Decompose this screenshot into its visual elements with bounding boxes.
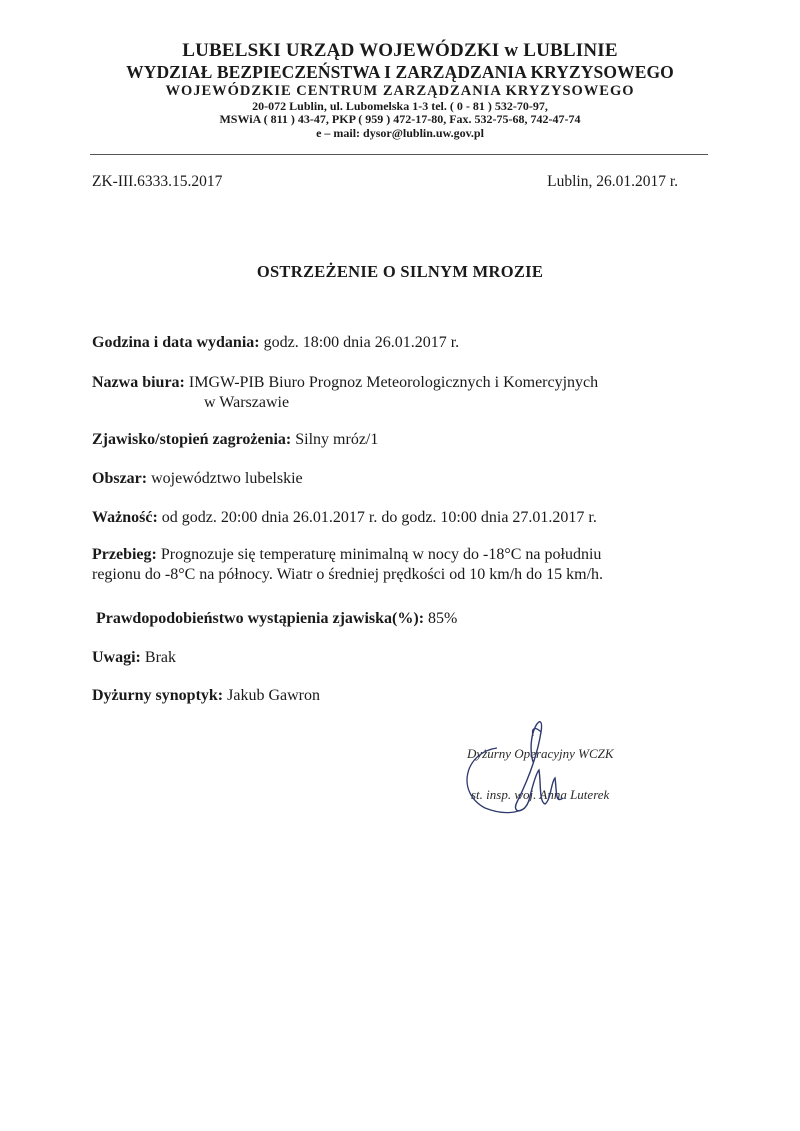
office-name: LUBELSKI URZĄD WOJEWÓDZKI w LUBLINIE bbox=[182, 40, 618, 61]
header-divider bbox=[90, 154, 708, 155]
center-name: WOJEWÓDZKIE CENTRUM ZARZĄDZANIA KRYZYSOWEGO bbox=[165, 82, 635, 99]
field-value: Silny mróz/1 bbox=[291, 431, 379, 448]
signature-role: Dyżurny Operacyjny WCZK bbox=[467, 746, 614, 761]
email-line: e – mail: dysor@lublin.uw.gov.pl bbox=[316, 126, 484, 141]
field-value-continued: w Warszawie bbox=[204, 394, 290, 411]
field-office bbox=[92, 373, 732, 413]
field-probability bbox=[96, 609, 736, 629]
field-value-continued: regionu do -8°C na północy. Wiatr o średniej prędkości od 10 km/h do 15 km/h. bbox=[92, 566, 604, 583]
address-line: 20-072 Lublin, ul. Lubomelska 1-3 tel. ( 0 - 81 ) 532-70-97, bbox=[252, 98, 548, 113]
field-remarks bbox=[92, 648, 732, 668]
signature-block bbox=[455, 712, 685, 842]
place-date: Lublin, 26.01.2017 r. bbox=[547, 173, 678, 190]
field-issue bbox=[92, 333, 732, 353]
field-label: Prawdopodobieństwo wystąpienia zjawiska(%): bbox=[96, 610, 425, 627]
reference-number: ZK-III.6333.15.2017 bbox=[92, 173, 223, 190]
field-label: Nazwa biura: bbox=[92, 374, 185, 391]
field-value: Brak bbox=[140, 649, 176, 666]
field-label: Obszar: bbox=[92, 470, 148, 487]
field-label: Zjawisko/stopień zagrożenia: bbox=[92, 431, 292, 448]
field-value: województwo lubelskie bbox=[147, 470, 303, 487]
field-value: od godz. 20:00 dnia 26.01.2017 r. do godz. 10:00 dnia 27.01.2017 r. bbox=[157, 509, 597, 526]
field-area bbox=[92, 469, 732, 489]
field-label: Godzina i data wydania: bbox=[92, 334, 260, 351]
department-name: WYDZIAŁ BEZPIECZEŃSTWA I ZARZĄDZANIA KRYZYSOWEGO bbox=[126, 61, 674, 82]
document-title: OSTRZEŻENIE O SILNYM MROZIE bbox=[256, 262, 544, 281]
field-validity bbox=[92, 508, 732, 528]
phones-line: MSWiA ( 811 ) 43-47, PKP ( 959 ) 472-17-80, Fax. 532-75-68, 742-47-74 bbox=[219, 112, 581, 127]
field-label: Uwagi: bbox=[92, 649, 141, 666]
field-label: Dyżurny synoptyk: bbox=[92, 687, 224, 704]
field-phenomenon bbox=[92, 430, 732, 450]
field-synoptician bbox=[92, 686, 732, 706]
field-value: Prognozuje się temperaturę minimalną w nocy do -18°C na południu bbox=[156, 546, 602, 563]
signature-name: st. insp. woj. Anna Luterek bbox=[471, 787, 610, 802]
handwritten-signature-icon bbox=[455, 712, 685, 842]
field-value: godz. 18:00 dnia 26.01.2017 r. bbox=[259, 334, 460, 351]
letterhead bbox=[40, 40, 760, 141]
field-value: IMGW-PIB Biuro Prognoz Meteorologicznych i Komercyjnych bbox=[184, 374, 599, 391]
field-label: Ważność: bbox=[92, 509, 158, 526]
field-label: Przebieg: bbox=[92, 546, 157, 563]
field-value: 85% bbox=[424, 610, 458, 627]
field-course bbox=[92, 545, 732, 585]
field-value: Jakub Gawron bbox=[223, 687, 321, 704]
